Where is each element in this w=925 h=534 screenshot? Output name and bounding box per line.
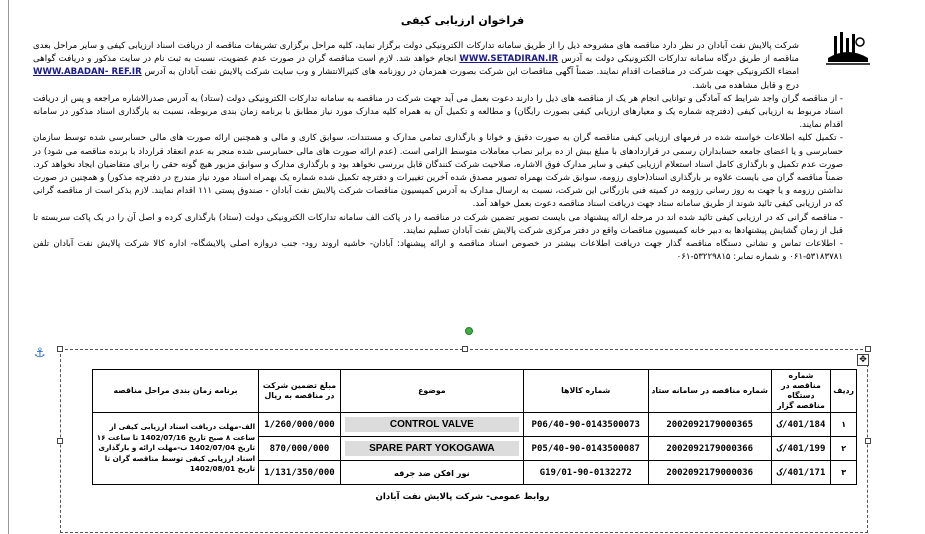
- cell-guarantee: 870/000/000: [259, 437, 341, 461]
- topic-text: SPARE PART YOKOGAWA: [345, 441, 519, 456]
- cell-guarantee: 1/131/350/000: [259, 461, 341, 485]
- intro-text-part2: انجام خواهد شد. لازم است مناقصه گران در صورت عدم عضویت، نسبت به ثبت نام در سایت مذکور و دریافت گواهی امضاء الکترونیکی جهت شرکت در مناقصات اقدام نمایند. ضمناً آگهی مناقصات این شرکت بصورت همزمان در روزنامه های کثیرالانتشار و وب سایت شرکت پالایش نفت آبادان به آدرس: [33, 54, 800, 78]
- cell-tender-number: 401/171/ک: [771, 461, 831, 485]
- anchor-icon[interactable]: ⚓: [34, 346, 46, 361]
- header-tender-number: شماره مناقصه در دستگاه مناقصه گزار: [771, 370, 831, 413]
- topic-text: نور افکن ضد جرقه: [393, 467, 470, 478]
- intro-text-part1: شرکت پالایش نفت آبادان در نظر دارد مناقصه های مشروحه ذیل را از طریق سامانه تدارکات الکترونیکی دولت برگزار نماید، کلیه مراحل برگزاری تشریفات مناقصه از دریافت اسناد ارزیابی کیفی و سایر مراحل بعدی مناقصه از طریق درگاه سامانه تدارکات الکترونیکی دولت به آدرس: [33, 41, 800, 65]
- cell-tender-number: 401/184/ک: [771, 413, 831, 437]
- contact-paragraph: - اطلاعات تماس و نشانی دستگاه مناقصه گذار جهت دریافت اطلاعات بیشتر در خصوص اسناد مناقصه و ارائه پیشنهاد: آبادان- حاشیه اروند رود- جنب دروازه اصلی پالایشگاه- اداره کالا شرکت پالایش نفت آبادان تلفن ۵۳۱۸۳۷۸۱-۰۶۱ و شماره نمابر: ۵۳۲۲۹۸۱۵-۰۶۱: [33, 239, 843, 263]
- header-row-number: ردیف: [831, 370, 857, 413]
- footer-signature: روابط عمومی- شرکت پالایش نفت آبادان: [375, 492, 550, 502]
- guarantee-paragraph: - مناقصه گرانی که در ارزیابی کیفی تائید شده اند در مرحله ارائه پیشنهاد می بایست تصویر تضمین شرکت در مناقصه را در پاکت الف سامانه تدارکات الکترونیکی دولت (ستاد) بارگذاری کرده و اصل آن را در یک پاکت سربسته تا قبل از زمان گشایش پیشنهادها به دبیر خانه کمیسیون مناقصات واقع در دفتر مرکزی شرکت پالایش نفت آبادان تسلیم نمایند.: [33, 212, 843, 236]
- document-title: فراخوان ارزیابی کیفی: [400, 14, 525, 27]
- resize-handle-middle-left[interactable]: [57, 438, 63, 444]
- abadan-ref-link[interactable]: WWW.ABADAN- REF.IR: [33, 67, 142, 78]
- resize-handle-top-right[interactable]: [865, 346, 871, 352]
- requirements-paragraph: - تکمیل کلیه اطلاعات خواسته شده در فرمهای ارزیابی کیفی مناقصه گران به صورت دقیق و خوانا و بارگذاری تمامی مدارک و مستندات، سوابق کاری و مالی و همچنین ارائه صورت های مالی حسابرسی شده توسط سازمان حسابرسی و یا اعضای جامعه حسابداران رسمی در قراردادهای با مبلغ بیش از ده برابر نصاب معاملات متوسط الزامی است. (عدم ارائه صورت های مالی حسابرسی شده منجر به عدم انعقاد قرارداد با برنده مناقصه می شود) در صورت عدم تکمیل و بارگذاری کامل اسناد استعلام ارزیابی کیفی و سایر مدارک فوق الاشاره، صلاحیت شرکت کنندگان قابل بررسی نخواهد بود و بارگذاری مدارک و سوابق مزبور هیچ گونه حقی را برای متقاضیان ایجاد نخواهد کرد. ضمناً مناقصه گران می بایست علاوه بر بارگذاری اسناد(حاوی رزومه، سوابق شرکت بهمراه تصویر مصدق شده آخرین تغییرات و دفترچه تکمیل شده شماره یک بهمراه اسناد مورد نیاز مندرج در دفترچه مذکور) و همچنین در صورت نداشتن رزومه و یا جهت به روز رسانی رزومه در کمیته فنی بازرگانی این شرکت، نسبت به ارسال مدارک به آدرس کمیسیون مناقصات شرکت پالایش نفت آبادان - صندوق پستی ۱۱۱ اقدام نمایند. لازم بذکر است از مناقصه گرانی که در ارزیابی کیفی تائید شوند از طریق سامانه ستاد جهت دریافت اسناد مناقصه دعوت بعمل خواهد آمد.: [33, 133, 843, 210]
- resize-handle-middle-right[interactable]: [865, 438, 871, 444]
- cell-topic: [340, 437, 523, 461]
- table-row: [93, 413, 857, 437]
- cell-topic: [340, 413, 523, 437]
- cell-row-number: ۳: [831, 461, 857, 485]
- table-move-icon[interactable]: ✥: [857, 354, 869, 366]
- resize-handle-top-left[interactable]: [57, 346, 63, 352]
- cell-schedule: الف-مهلت دریافت اسناد ارزیابی کیفی از ساعت ۸ صبح تاریخ 1402/07/16 تا ساعت ۱۶ تاریخ 1402/07/04 ب-مهلت ارائه و بارگذاری اسناد ارزیابی کیفی توسط مناقصه گران تا تاریخ 1402/08/01: [93, 413, 259, 485]
- rotate-handle[interactable]: [465, 327, 473, 335]
- cell-item-number: 01-90-0132272/G19: [523, 461, 648, 485]
- header-item-number: شماره کالاها: [523, 370, 648, 413]
- cell-tender-number: 401/199/ک: [771, 437, 831, 461]
- cell-topic: [340, 461, 523, 485]
- header-setad-number: شماره مناقصه در سامانه ستاد: [648, 370, 771, 413]
- cell-row-number: ۱: [831, 413, 857, 437]
- invitation-paragraph: - از مناقصه گران واجد شرایط که آمادگی و توانایی انجام هر یک از مناقصه های ذیل را دارند دعوت بعمل می آید جهت شرکت در مناقصه به سامانه تدارکات الکترونیکی دولت (ستاد) به آدرس صدرالاشاره مراجعه و پس از دریافت اسناد مربوط به ارزیابی کیفی (دفترچه شماره یک و معیارهای ارزیابی کیفی بصورت رایگان) و مطالعه و تکمیل آن به همراه کلیه مدارک مورد نیاز مطابق با برنامه زمان بندی مربوطه، نسبت به بارگذاری اسناد مذکور در سامانه اقدام نمایند.: [33, 93, 843, 131]
- body-text: [33, 40, 843, 264]
- table-header-row: [93, 370, 857, 413]
- cell-setad-number: 2002092179000365: [648, 413, 771, 437]
- header-guarantee: مبلغ تضمین شرکت در مناقصه به ریال: [259, 370, 341, 413]
- intro-text-part3: درج و قابل مشاهده می باشد.: [692, 80, 799, 91]
- intro-paragraph: [33, 40, 799, 93]
- cell-item-number: 40-90-0143500087/P05: [523, 437, 648, 461]
- header-schedule: برنامه زمان بندی مراحل مناقصه: [93, 370, 259, 413]
- topic-text: CONTROL VALVE: [345, 417, 519, 432]
- resize-handle-top-center[interactable]: [462, 346, 468, 352]
- cell-guarantee: 1/260/000/000: [259, 413, 341, 437]
- cell-setad-number: 2002092179000036: [648, 461, 771, 485]
- cell-row-number: ۲: [831, 437, 857, 461]
- header-topic: موضوع: [340, 370, 523, 413]
- tenders-table: [92, 369, 857, 485]
- cell-setad-number: 2002092179000366: [648, 437, 771, 461]
- cell-item-number: 40-90-0143500073/P06: [523, 413, 648, 437]
- setadiran-link[interactable]: WWW.SETADIRAN.IR: [459, 54, 559, 65]
